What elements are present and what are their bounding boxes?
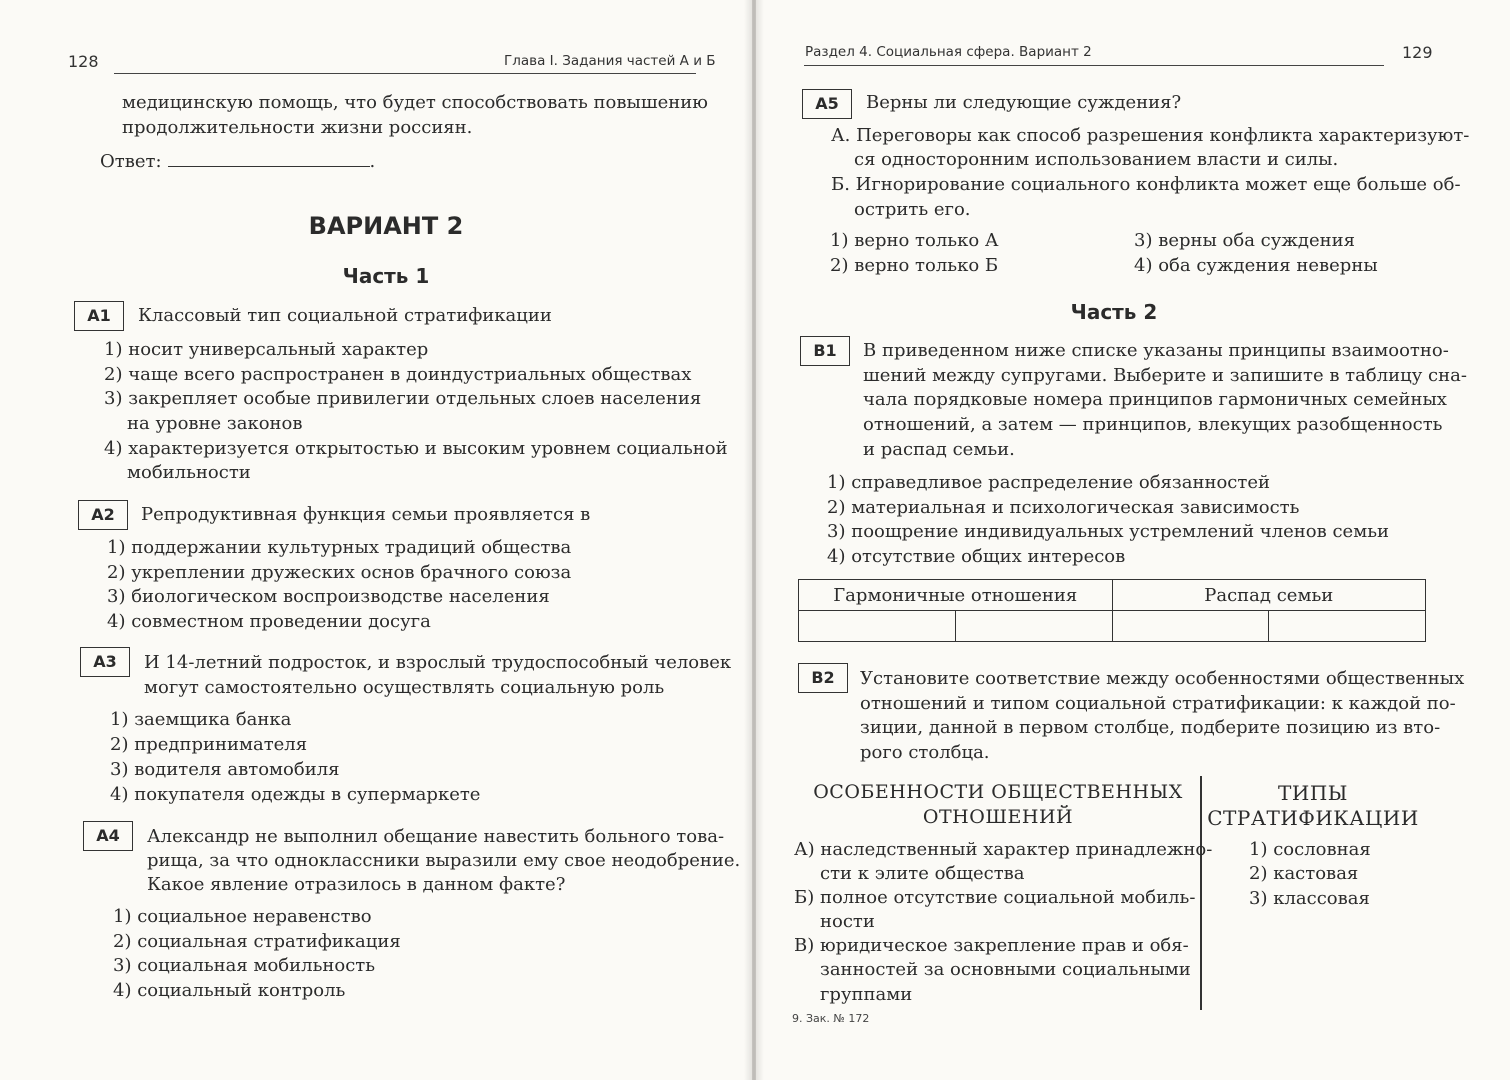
part-title: Часть 1 [342, 264, 430, 288]
feature-item: В) юридическое закрепление прав и обя- [794, 935, 1189, 956]
answer-end: . [369, 151, 376, 172]
question-text: Классовый тип социальной стратификации [138, 305, 552, 326]
question-text: чала порядковые номера принципов гармоничных семейных [863, 389, 1447, 410]
option[interactable]: 1) носит универсальный характер [104, 339, 429, 360]
question-text: Репродуктивная функция семьи проявляется в [141, 504, 591, 525]
page-number: 129 [1402, 43, 1433, 62]
header-rule [114, 73, 696, 74]
answer-line [100, 148, 375, 175]
feature-item-continuation: сти к элите общества [820, 863, 1025, 884]
type-item: 2) кастовая [1249, 863, 1359, 884]
question-text: рища, за что одноклассники выразили ему свое неодобрение. [147, 850, 741, 871]
option[interactable]: 4) совместном проведении досуга [107, 611, 431, 632]
option[interactable]: 2) социальная стратификация [113, 931, 401, 952]
question-text: и распад семьи. [863, 439, 1015, 460]
option-continuation: на уровне законов [127, 413, 303, 434]
feature-item-continuation: ности [820, 911, 875, 932]
printer-footer: 9. Зак. № 172 [792, 1012, 870, 1025]
statement: А. Переговоры как способ разрешения конфликта характеризуют- [831, 125, 1470, 146]
type-item: 3) классовая [1249, 888, 1370, 909]
running-header: Раздел 4. Социальная сфера. Вариант 2 [805, 44, 1092, 60]
column-title-features: ОСОБЕННОСТИ ОБЩЕСТВЕННЫХ ОТНОШЕНИЙ [813, 781, 1183, 828]
question-text: В приведенном ниже списке указаны принципы взаимоотно- [863, 340, 1449, 361]
option[interactable]: 3) социальная мобильность [113, 955, 376, 976]
question-text: Какое явление отразилось в данном факте? [147, 874, 566, 895]
book-gutter [744, 0, 764, 1080]
option[interactable]: 1) верно только А [830, 230, 999, 251]
option[interactable]: 3) закрепляет особые привилегии отдельных слоев населения [104, 388, 702, 409]
header-rule [804, 65, 1384, 66]
question-text: могут самостоятельно осуществлять социальную роль [144, 677, 665, 698]
option-continuation: мобильности [127, 462, 251, 483]
column-divider [1200, 776, 1202, 1010]
statement: Б. Игнорирование социального конфликта может еще больше об- [831, 174, 1461, 195]
variant-title: ВАРИАНТ 2 [308, 212, 464, 240]
option[interactable]: 3) биологическом воспроизводстве населения [107, 586, 550, 607]
answer-cell[interactable] [955, 611, 1112, 642]
option[interactable]: 3) верны оба суждения [1134, 230, 1355, 251]
option[interactable]: 4) покупателя одежды в супермаркете [110, 784, 481, 805]
question-text: И 14-летний подросток, и взрослый трудоспособный человек [144, 652, 732, 673]
question-text: шений между супругами. Выберите и запишите в таблицу сна- [863, 365, 1467, 386]
carryover-line: медицинскую помощь, что будет способствовать повышению [122, 92, 708, 113]
question-text: Александр не выполнил обещание навестить больного това- [147, 826, 725, 847]
question-text: отношений, а затем — принципов, влекущих разобщенность [863, 414, 1443, 435]
question-text: Верны ли следующие суждения? [866, 92, 1182, 113]
option[interactable]: 2) чаще всего распространен в доиндустриальных обществах [104, 364, 692, 385]
option: 1) справедливое распределение обязанностей [827, 472, 1270, 493]
right-page [756, 0, 1510, 1080]
answer-cell[interactable] [1269, 611, 1426, 642]
left-page [0, 0, 752, 1080]
page-number: 128 [68, 52, 99, 71]
option[interactable]: 2) верно только Б [830, 255, 999, 276]
question-label-a3: А3 [80, 647, 130, 677]
feature-item-continuation: занностей за основными социальными [820, 959, 1191, 980]
answer-table [798, 579, 1426, 642]
running-header: Глава I. Задания частей А и Б [504, 53, 716, 69]
option: 3) поощрение индивидуальных устремлений членов семьи [827, 521, 1389, 542]
answer-cell[interactable] [799, 611, 956, 642]
part-title: Часть 2 [1070, 300, 1158, 324]
question-label-a5: А5 [802, 89, 852, 119]
option[interactable]: 1) заемщика банка [110, 709, 292, 730]
feature-item: А) наследственный характер принадлежно- [794, 839, 1213, 860]
feature-item-continuation: группами [820, 984, 913, 1005]
option[interactable]: 1) социальное неравенство [113, 906, 372, 927]
question-label-b2: В2 [798, 663, 848, 693]
statement: ся односторонним использованием власти и силы. [854, 149, 1339, 170]
table-header-harmonious: Гармоничные отношения [799, 580, 1113, 611]
column-title-types: ТИПЫ СТРАТИФИКАЦИИ [1207, 781, 1419, 830]
option[interactable]: 2) предпринимателя [110, 734, 308, 755]
question-label-a1: А1 [74, 301, 124, 331]
option[interactable]: 2) укреплении дружеских основ брачного союза [107, 562, 572, 583]
statement: острить его. [854, 199, 971, 220]
option[interactable]: 4) оба суждения неверны [1134, 255, 1378, 276]
option[interactable]: 4) социальный контроль [113, 980, 346, 1001]
option: 4) отсутствие общих интересов [827, 546, 1126, 567]
answer-cell[interactable] [1112, 611, 1269, 642]
table-header-breakup: Распад семьи [1112, 580, 1426, 611]
question-text: зиции, данной в первом столбце, подберите позицию из вто- [860, 717, 1441, 738]
option[interactable]: 1) поддержании культурных традиций общества [107, 537, 572, 558]
question-label-b1: В1 [800, 336, 850, 366]
option: 2) материальная и психологическая зависимость [827, 497, 1300, 518]
type-item: 1) сословная [1249, 839, 1371, 860]
question-text: рого столбца. [860, 742, 990, 763]
answer-blank[interactable] [168, 148, 370, 167]
feature-item: Б) полное отсутствие социальной мобиль- [794, 887, 1196, 908]
question-label-a2: А2 [78, 500, 128, 530]
question-label-a4: А4 [83, 821, 133, 851]
option[interactable]: 3) водителя автомобиля [110, 759, 340, 780]
question-text: отношений и типом социальной стратификации: к каждой по- [860, 693, 1456, 714]
answer-label: Ответ: [100, 151, 162, 172]
question-text: Установите соответствие между особенностями общественных [860, 668, 1465, 689]
carryover-line: продолжительности жизни россиян. [122, 117, 473, 138]
option[interactable]: 4) характеризуется открытостью и высоким уровнем социальной [104, 438, 728, 459]
